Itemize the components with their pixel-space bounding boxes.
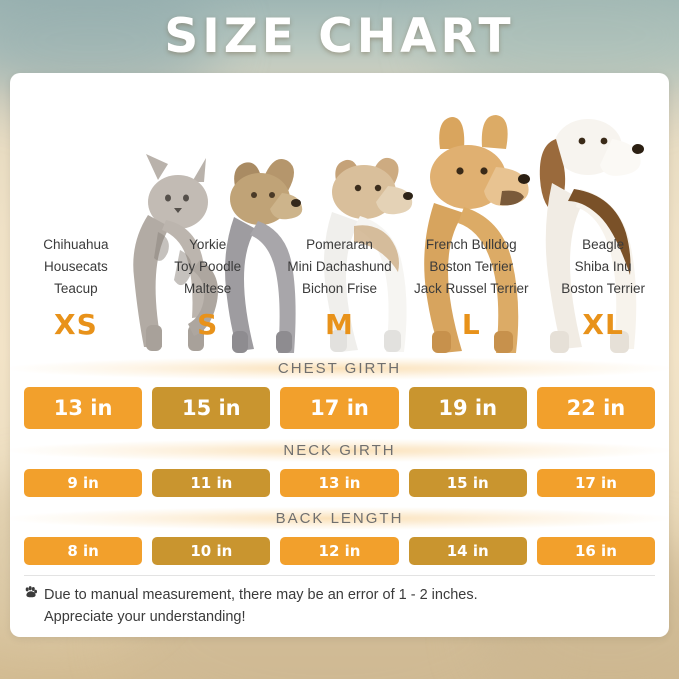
breed-name: Jack Russel Terrier [414,281,529,297]
chest-girth-l: 19 in [409,387,527,429]
neck-girth-row [10,469,669,497]
back-length-row [10,537,669,565]
breed-column-xl [537,234,669,347]
breed-name: Shiba Inu [574,259,632,275]
size-label-xs: XS [54,307,98,341]
note-line-1: Due to manual measurement, there may be an error of 1 - 2 inches. [44,587,478,604]
section-header-neck-girth: NECK GIRTH [10,439,669,462]
breed-name: Toy Poodle [174,259,242,275]
size-chart-card [10,73,669,637]
breed-column-s [142,234,274,347]
paw-print-icon [24,585,38,604]
section-header-chest-girth: CHEST GIRTH [10,357,669,380]
breed-name: Pomeraran [306,237,373,253]
size-label-l: L [461,307,481,341]
note-text [44,585,478,629]
size-label-m: M [325,307,354,341]
chest-girth-xs: 13 in [24,387,142,429]
size-label-s: S [197,307,219,341]
breeds-illustration-area [10,73,669,355]
breed-columns [10,234,669,347]
chest-girth-s: 15 in [152,387,270,429]
breed-column-m [274,234,406,347]
breed-name: Boston Terrier [429,259,514,275]
note-line-2: Appreciate your understanding! [44,609,246,626]
breed-name: Chihuahua [43,237,109,253]
measurement-note [24,575,655,629]
breed-name: Mini Dachashund [287,259,392,275]
breed-name: French Bulldog [425,237,517,253]
chest-girth-m: 17 in [280,387,398,429]
breed-name: Beagle [582,237,625,253]
neck-girth-l: 15 in [409,469,527,497]
back-length-m: 12 in [280,537,398,565]
breed-column-l [405,234,537,347]
size-label-xl: XL [582,307,624,341]
breed-name: Teacup [54,281,98,297]
back-length-xl: 16 in [537,537,655,565]
breed-name: Housecats [44,259,108,275]
neck-girth-m: 13 in [280,469,398,497]
page-title: SIZE CHART [164,9,515,64]
neck-girth-xl: 17 in [537,469,655,497]
back-length-l: 14 in [409,537,527,565]
back-length-xs: 8 in [24,537,142,565]
chest-girth-xl: 22 in [537,387,655,429]
breed-name: Maltese [184,281,232,297]
neck-girth-s: 11 in [152,469,270,497]
section-header-back-length: BACK LENGTH [10,507,669,530]
chest-girth-row [10,387,669,429]
breed-name: Boston Terrier [561,281,645,297]
back-length-s: 10 in [152,537,270,565]
breed-column-xs [10,234,142,347]
neck-girth-xs: 9 in [24,469,142,497]
breed-name: Bichon Frise [301,281,377,297]
breed-name: Yorkie [189,237,227,253]
